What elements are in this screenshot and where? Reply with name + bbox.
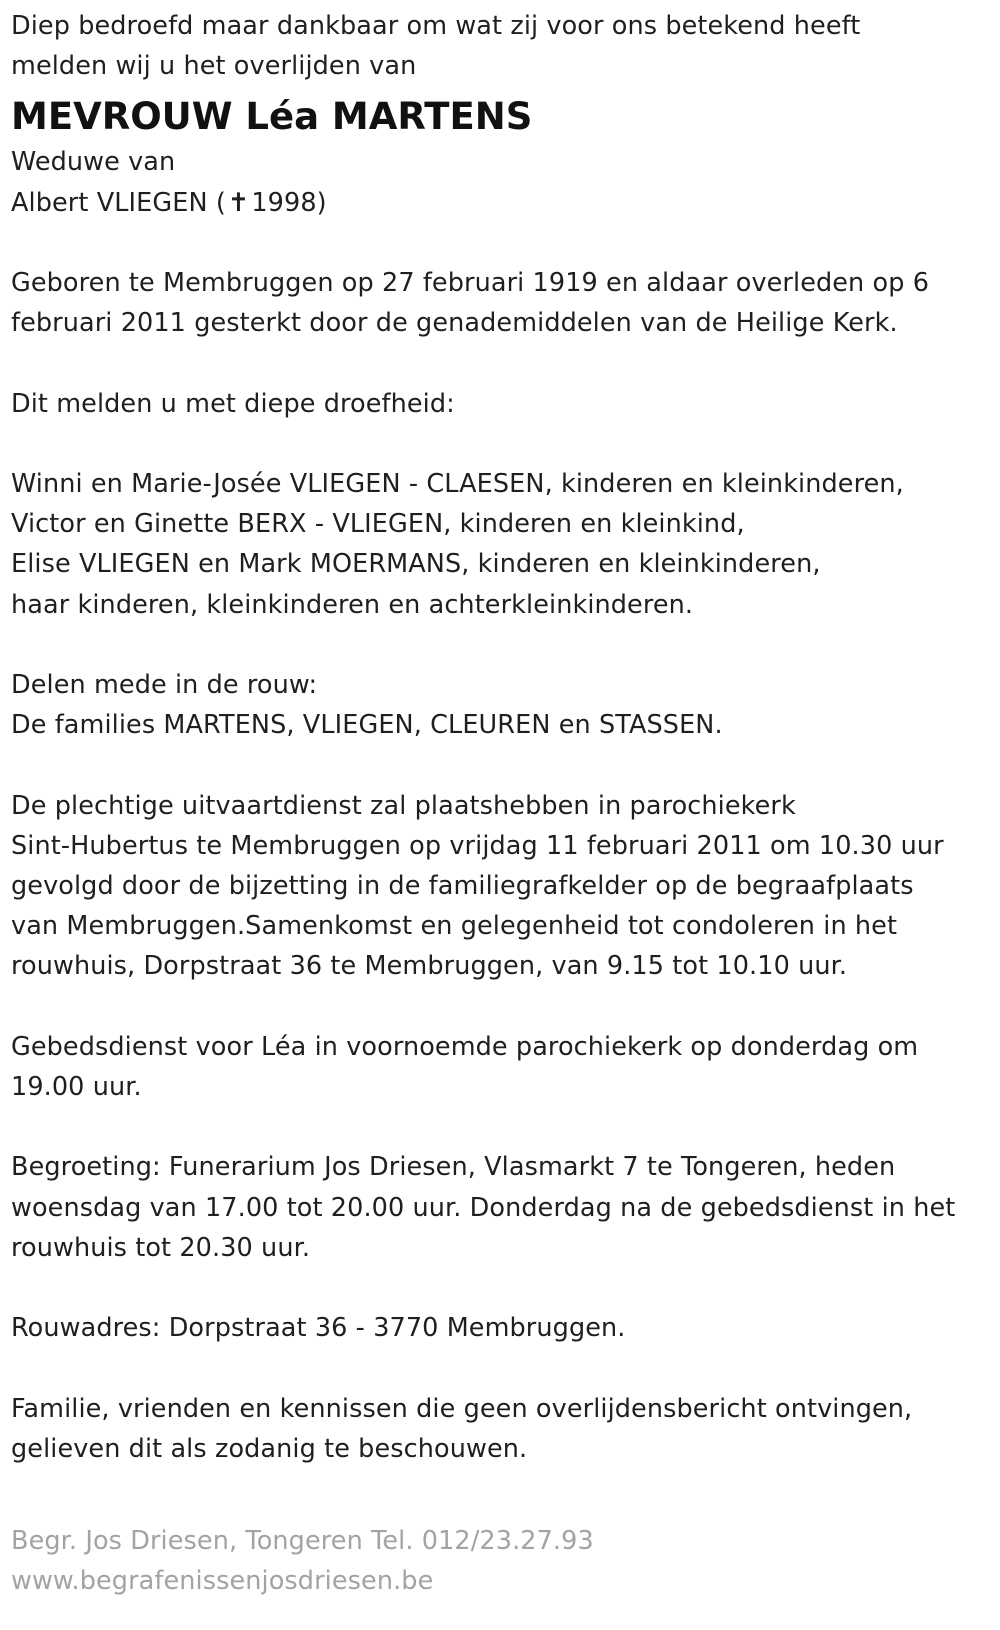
spacer	[11, 424, 989, 464]
spacer	[11, 1469, 989, 1509]
funeral-line: Sint-Hubertus te Membruggen op vrijdag 11 februari 2011 om 10.30 uur	[11, 830, 944, 861]
announcement-intro: Dit melden u met diepe droefheid:	[11, 388, 455, 419]
spacer	[11, 987, 989, 1027]
prayer-line: 19.00 uur.	[11, 1071, 142, 1102]
prayer-line: Gebedsdienst voor Léa in voornoemde parochiekerk op donderdag om	[11, 1031, 919, 1062]
widow-line: Weduwe van	[11, 147, 176, 178]
spacer	[11, 1348, 989, 1388]
notice-section	[11, 1389, 989, 1469]
notice-line: gelieven dit als zodanig te beschouwen.	[11, 1433, 528, 1464]
footer	[11, 1521, 989, 1601]
family-line: Elise VLIEGEN en Mark MOERMANS, kinderen en kleinkinderen,	[11, 549, 821, 580]
website-link[interactable]: www.begrafenissenjosdriesen.be	[11, 1566, 434, 1597]
funeral-line: De plechtige uitvaartdienst zal plaatshebben in parochiekerk	[11, 790, 796, 821]
mourning-line: De families MARTENS, VLIEGEN, CLEUREN en STASSEN.	[11, 710, 723, 741]
intro-line: melden wij u het overlijden van	[11, 51, 417, 82]
deceased-name: MEVROUW Léa MARTENS	[11, 95, 533, 139]
deceased-section	[11, 94, 989, 222]
mourning-line: Delen mede in de rouw:	[11, 669, 318, 700]
mourning-address: Rouwadres: Dorpstraat 36 - 3770 Membruggen.	[11, 1313, 626, 1344]
spouse-line	[11, 183, 989, 223]
mourning-section	[11, 665, 989, 745]
family-line: Winni en Marie-Josée VLIEGEN - CLAESEN, kinderen en kleinkinderen,	[11, 468, 904, 499]
spouse-name: Albert VLIEGEN (	[11, 187, 226, 218]
undertaker-info: Begr. Jos Driesen, Tongeren Tel. 012/23.27.93	[11, 1526, 594, 1557]
funeral-section	[11, 786, 989, 987]
spacer	[11, 745, 989, 785]
greeting-section	[11, 1147, 989, 1268]
spacer	[11, 1268, 989, 1308]
family-line: Victor en Ginette BERX - VLIEGEN, kinderen en kleinkind,	[11, 509, 745, 540]
family-line: haar kinderen, kleinkinderen en achterkleinkinderen.	[11, 589, 694, 620]
spacer	[11, 625, 989, 665]
spacer	[11, 1107, 989, 1147]
intro-section	[11, 6, 989, 86]
intro-line: Diep bedroefd maar dankbaar om wat zij voor ons betekend heeft	[11, 11, 861, 41]
prayer-section	[11, 1027, 989, 1107]
birth-death-line: februari 2011 gesterkt door de genademiddelen van de Heilige Kerk.	[11, 308, 898, 339]
funeral-line: rouwhuis, Dorpstraat 36 te Membruggen, van 9.15 tot 10.10 uur.	[11, 951, 848, 982]
birth-death-section	[11, 263, 989, 343]
spouse-death-year: 1998)	[251, 187, 327, 218]
greeting-line: rouwhuis tot 20.30 uur.	[11, 1232, 311, 1263]
birth-death-line: Geboren te Membruggen op 27 februari 1919 en aldaar overleden op 6	[11, 268, 930, 298]
spacer	[11, 223, 989, 263]
cross-icon: ✝	[227, 187, 250, 218]
greeting-line: Begroeting: Funerarium Jos Driesen, Vlasmarkt 7 te Tongeren, heden	[11, 1152, 896, 1183]
greeting-line: woensdag van 17.00 tot 20.00 uur. Donderdag na de gebedsdienst in het	[11, 1192, 956, 1223]
notice-line: Familie, vrienden en kennissen die geen overlijdensbericht ontvingen,	[11, 1393, 913, 1424]
spacer	[11, 343, 989, 383]
funeral-line: gevolgd door de bijzetting in de familiegrafkelder op de begraafplaats	[11, 870, 914, 901]
funeral-line: van Membruggen.Samenkomst en gelegenheid tot condoleren in het	[11, 911, 898, 942]
family-section	[11, 464, 989, 625]
